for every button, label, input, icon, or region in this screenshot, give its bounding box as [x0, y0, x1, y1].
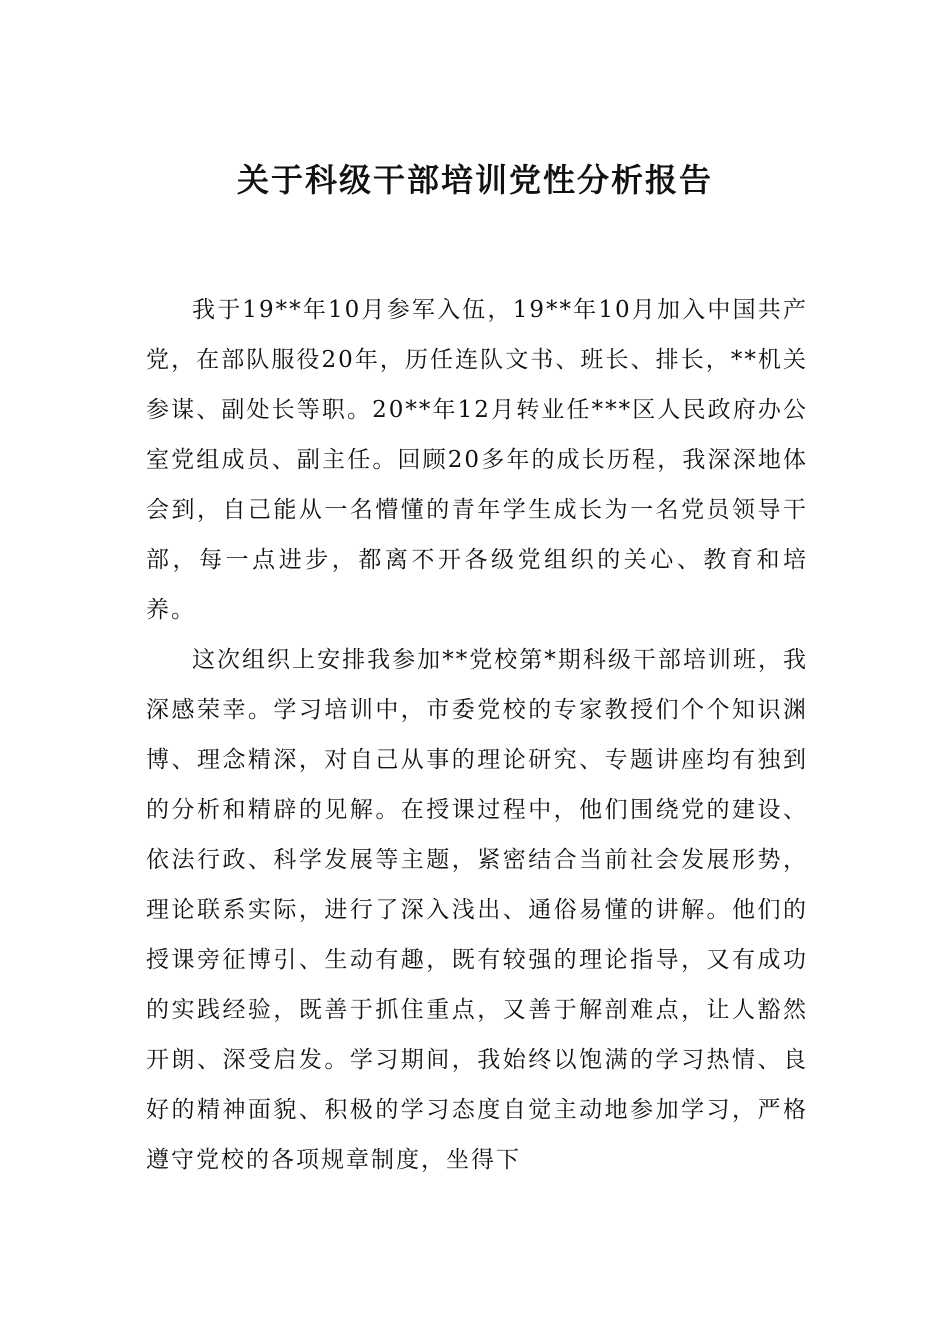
paragraph-2: 这次组织上安排我参加**党校第*期科级干部培训班，我深感荣幸。学习培训中，市委党校的专家教授们个个知识渊博、理念精深，对自己从事的理论研究、专题讲座均有独到的分析和精辟的见解。在授课过程中，他们围绕党的建设、依法行政、科学发展等主题，紧密结合当前社会发展形势，理论联系实际，进行了深入浅出、通俗易懂的讲解。他们的授课旁征博引、生动有趣，既有较强的理论指导，又有成功的实践经验，既善于抓住重点，又善于解剖难点，让人豁然开朗、深受启发。学习期间，我始终以饱满的学习热情、良好的精神面貌、积极的学习态度自觉主动地参加学习，严格遵守党校的各项规章制度，坐得下 [146, 647, 808, 1173]
document-body [146, 285, 808, 1185]
paragraph-1: 我于19**年10月参军入伍，19**年10月加入中国共产党，在部队服役20年，历任连队文书、班长、排长，**机关参谋、副处长等职。20**年12月转业任***区人民政府办公室党组成员、副主任。回顾20多年的成长历程，我深深地体会到，自己能从一名懵懂的青年学生成长为一名党员领导干部，每一点进步，都离不开各级党组织的关心、教育和培养。 [146, 297, 808, 623]
document-title: 关于科级干部培训党性分析报告 [236, 161, 713, 199]
